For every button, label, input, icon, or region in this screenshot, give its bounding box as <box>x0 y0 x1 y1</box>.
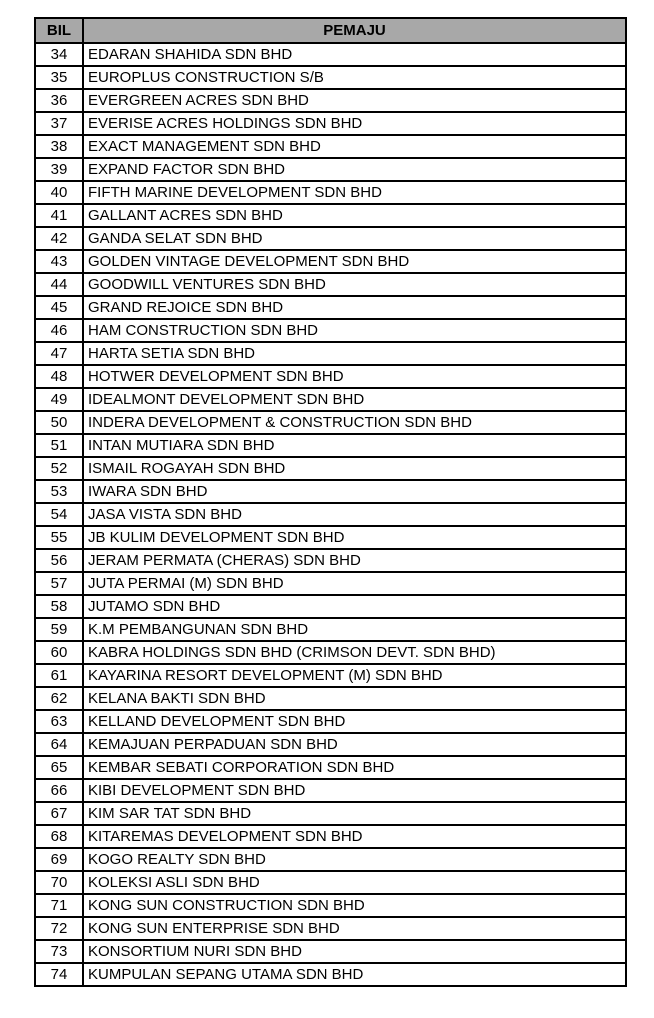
developer-name-cell: KAYARINA RESORT DEVELOPMENT (M) SDN BHD <box>83 664 626 687</box>
table-row <box>35 641 626 664</box>
row-number-cell: 55 <box>35 526 83 549</box>
table-body <box>35 43 626 986</box>
table-row <box>35 319 626 342</box>
developer-name-cell: EDARAN SHAHIDA SDN BHD <box>83 43 626 66</box>
row-number-cell: 39 <box>35 158 83 181</box>
table-row <box>35 296 626 319</box>
row-number-cell: 69 <box>35 848 83 871</box>
table-row <box>35 756 626 779</box>
developer-name-cell: K.M PEMBANGUNAN SDN BHD <box>83 618 626 641</box>
table-row <box>35 664 626 687</box>
developer-name-cell: KUMPULAN SEPANG UTAMA SDN BHD <box>83 963 626 986</box>
row-number-cell: 73 <box>35 940 83 963</box>
row-number-cell: 47 <box>35 342 83 365</box>
developer-name-cell: GALLANT ACRES SDN BHD <box>83 204 626 227</box>
table-row <box>35 181 626 204</box>
row-number-cell: 57 <box>35 572 83 595</box>
row-number-cell: 61 <box>35 664 83 687</box>
row-number-cell: 36 <box>35 89 83 112</box>
table-row <box>35 894 626 917</box>
row-number-cell: 42 <box>35 227 83 250</box>
row-number-cell: 46 <box>35 319 83 342</box>
table-row <box>35 710 626 733</box>
developer-name-cell: KONG SUN CONSTRUCTION SDN BHD <box>83 894 626 917</box>
row-number-cell: 34 <box>35 43 83 66</box>
developer-name-cell: JUTAMO SDN BHD <box>83 595 626 618</box>
table-row <box>35 273 626 296</box>
row-number-cell: 49 <box>35 388 83 411</box>
table-row <box>35 411 626 434</box>
developer-name-cell: INDERA DEVELOPMENT & CONSTRUCTION SDN BHD <box>83 411 626 434</box>
row-number-cell: 64 <box>35 733 83 756</box>
row-number-cell: 40 <box>35 181 83 204</box>
table-row <box>35 963 626 986</box>
developer-name-cell: GOLDEN VINTAGE DEVELOPMENT SDN BHD <box>83 250 626 273</box>
header-cell-bil: BIL <box>35 18 83 43</box>
developer-name-cell: KEMAJUAN PERPADUAN SDN BHD <box>83 733 626 756</box>
row-number-cell: 37 <box>35 112 83 135</box>
developer-name-cell: KIM SAR TAT SDN BHD <box>83 802 626 825</box>
table-row <box>35 802 626 825</box>
table-row <box>35 365 626 388</box>
developer-name-cell: HARTA SETIA SDN BHD <box>83 342 626 365</box>
row-number-cell: 67 <box>35 802 83 825</box>
developer-name-cell: KONSORTIUM NURI SDN BHD <box>83 940 626 963</box>
developer-name-cell: EVERISE ACRES HOLDINGS SDN BHD <box>83 112 626 135</box>
developer-name-cell: IDEALMONT DEVELOPMENT SDN BHD <box>83 388 626 411</box>
developer-name-cell: KONG SUN ENTERPRISE SDN BHD <box>83 917 626 940</box>
table-row <box>35 457 626 480</box>
developer-name-cell: KELLAND DEVELOPMENT SDN BHD <box>83 710 626 733</box>
developer-name-cell: HAM CONSTRUCTION SDN BHD <box>83 319 626 342</box>
row-number-cell: 38 <box>35 135 83 158</box>
table-row <box>35 89 626 112</box>
table-row <box>35 917 626 940</box>
header-cell-pemaju: PEMAJU <box>83 18 626 43</box>
row-number-cell: 50 <box>35 411 83 434</box>
table-header <box>35 18 626 43</box>
table-row <box>35 825 626 848</box>
table-row <box>35 871 626 894</box>
table-row <box>35 66 626 89</box>
table-row <box>35 503 626 526</box>
pemaju-table <box>34 17 627 987</box>
row-number-cell: 72 <box>35 917 83 940</box>
developer-name-cell: KIBI DEVELOPMENT SDN BHD <box>83 779 626 802</box>
table-row <box>35 434 626 457</box>
row-number-cell: 58 <box>35 595 83 618</box>
developer-name-cell: HOTWER DEVELOPMENT SDN BHD <box>83 365 626 388</box>
developer-name-cell: EXACT MANAGEMENT SDN BHD <box>83 135 626 158</box>
developer-name-cell: INTAN MUTIARA SDN BHD <box>83 434 626 457</box>
developer-name-cell: JERAM PERMATA (CHERAS) SDN BHD <box>83 549 626 572</box>
developer-name-cell: EVERGREEN ACRES SDN BHD <box>83 89 626 112</box>
row-number-cell: 52 <box>35 457 83 480</box>
header-row <box>35 18 626 43</box>
table-row <box>35 779 626 802</box>
row-number-cell: 59 <box>35 618 83 641</box>
developer-name-cell: KEMBAR SEBATI CORPORATION SDN BHD <box>83 756 626 779</box>
row-number-cell: 65 <box>35 756 83 779</box>
row-number-cell: 66 <box>35 779 83 802</box>
table-row <box>35 618 626 641</box>
row-number-cell: 45 <box>35 296 83 319</box>
row-number-cell: 70 <box>35 871 83 894</box>
row-number-cell: 56 <box>35 549 83 572</box>
developer-name-cell: KOLEKSI ASLI SDN BHD <box>83 871 626 894</box>
row-number-cell: 68 <box>35 825 83 848</box>
developer-name-cell: KELANA BAKTI SDN BHD <box>83 687 626 710</box>
row-number-cell: 41 <box>35 204 83 227</box>
row-number-cell: 71 <box>35 894 83 917</box>
developer-name-cell: JASA VISTA SDN BHD <box>83 503 626 526</box>
row-number-cell: 51 <box>35 434 83 457</box>
table-row <box>35 480 626 503</box>
developer-name-cell: EXPAND FACTOR SDN BHD <box>83 158 626 181</box>
developer-name-cell: JUTA PERMAI (M) SDN BHD <box>83 572 626 595</box>
table-row <box>35 687 626 710</box>
table-row <box>35 204 626 227</box>
developer-name-cell: EUROPLUS CONSTRUCTION S/B <box>83 66 626 89</box>
table-row <box>35 158 626 181</box>
table-row <box>35 572 626 595</box>
table-row <box>35 595 626 618</box>
table-row <box>35 940 626 963</box>
row-number-cell: 74 <box>35 963 83 986</box>
table-row <box>35 526 626 549</box>
developer-name-cell: KOGO REALTY SDN BHD <box>83 848 626 871</box>
table-row <box>35 112 626 135</box>
row-number-cell: 48 <box>35 365 83 388</box>
developer-name-cell: KABRA HOLDINGS SDN BHD (CRIMSON DEVT. SDN BHD) <box>83 641 626 664</box>
row-number-cell: 63 <box>35 710 83 733</box>
row-number-cell: 53 <box>35 480 83 503</box>
row-number-cell: 62 <box>35 687 83 710</box>
table-row <box>35 135 626 158</box>
developer-name-cell: FIFTH MARINE DEVELOPMENT SDN BHD <box>83 181 626 204</box>
table-row <box>35 342 626 365</box>
developer-name-cell: JB KULIM DEVELOPMENT SDN BHD <box>83 526 626 549</box>
row-number-cell: 43 <box>35 250 83 273</box>
row-number-cell: 60 <box>35 641 83 664</box>
developer-name-cell: KITAREMAS DEVELOPMENT SDN BHD <box>83 825 626 848</box>
table-row <box>35 733 626 756</box>
table-row <box>35 549 626 572</box>
table-row <box>35 848 626 871</box>
developer-name-cell: GANDA SELAT SDN BHD <box>83 227 626 250</box>
developer-name-cell: ISMAIL ROGAYAH SDN BHD <box>83 457 626 480</box>
table-row <box>35 227 626 250</box>
row-number-cell: 44 <box>35 273 83 296</box>
table-row <box>35 250 626 273</box>
developer-name-cell: GRAND REJOICE SDN BHD <box>83 296 626 319</box>
row-number-cell: 35 <box>35 66 83 89</box>
developer-name-cell: IWARA SDN BHD <box>83 480 626 503</box>
table-row <box>35 43 626 66</box>
row-number-cell: 54 <box>35 503 83 526</box>
table-row <box>35 388 626 411</box>
developer-name-cell: GOODWILL VENTURES SDN BHD <box>83 273 626 296</box>
